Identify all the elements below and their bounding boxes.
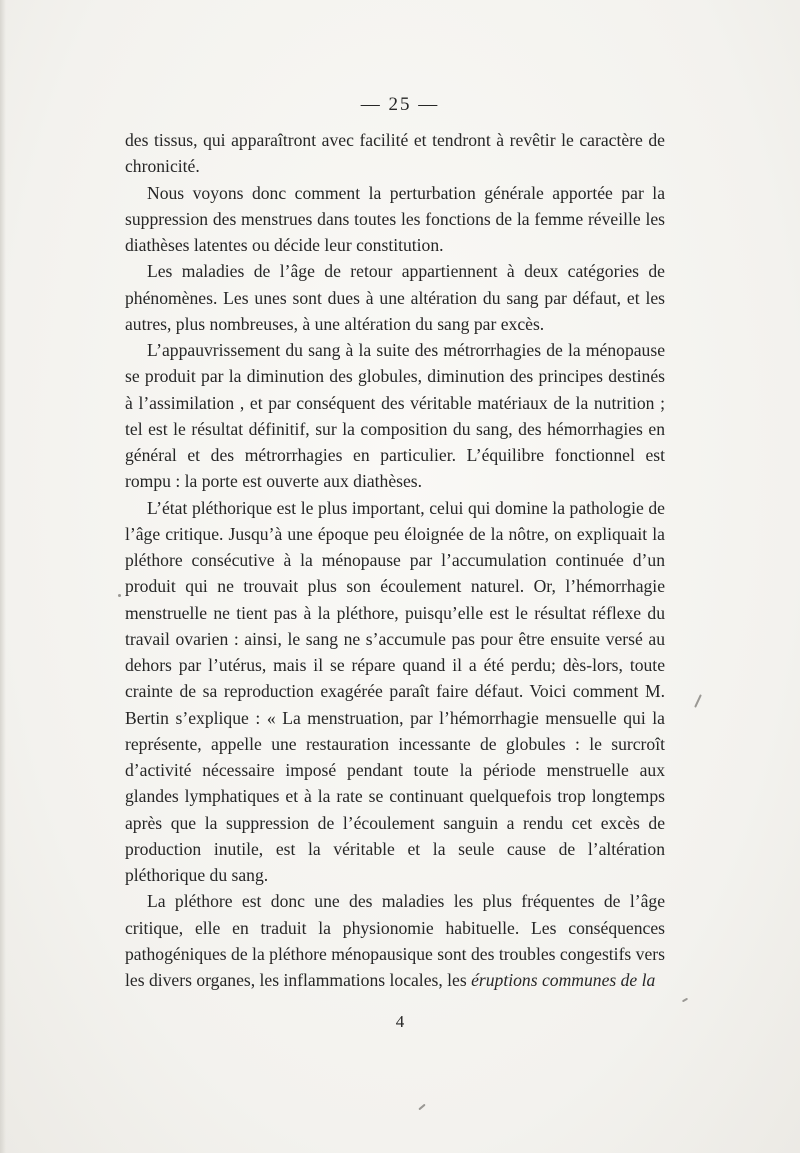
body-text: [125, 127, 665, 993]
signature-mark: 4: [395, 1012, 405, 1031]
paragraph: Les maladies de l’âge de retour appartiennent à deux catégories de phénomènes. Les unes sont dues à une altération du sang par défaut, et les autres, plus nombreuses, à une altération du sang par excès.: [125, 261, 665, 334]
paper-speck: [118, 594, 121, 597]
page-edge-shadow: [0, 0, 6, 1153]
italic-phrase: éruptions communes de la: [471, 970, 656, 990]
paragraph: L’appauvrissement du sang à la suite des métrorrhagies de la ménopause se produit par la diminution des globules, diminution des principes destinés à l’assimilation , et par conséquent des véritable matériaux de la nutrition ; tel est le résultat définitif, sur la composition du sang, des hémorrhagies en général et des métrorrhagies en particulier. L’équilibre fonctionnel est rompu : la porte est ouverte aux diathèses.: [125, 340, 665, 492]
paragraph: des tissus, qui apparaîtront avec facilité et tendront à revêtir le caractère de chronicité.: [125, 130, 665, 177]
paper-speck: [694, 694, 702, 708]
page-number-header: — 25 —: [360, 94, 440, 115]
paragraph: Nous voyons donc comment la perturbation générale apportée par la suppression des menstrues dans toutes les fonctions de la femme réveille les diathèses latentes ou décide leur constitution.: [125, 182, 665, 255]
paragraph-text: La pléthore est donc une des maladies les plus fréquentes de l’âge critique, elle en traduit la physionomie habituelle. Les conséquences pathogéniques de la pléthore ménopausique sont des troubles congestifs vers les divers organes, les inflammations locales, les: [125, 891, 665, 990]
paper-speck: [682, 998, 688, 1003]
paragraph-last: [125, 888, 665, 993]
paper-speck: [418, 1104, 425, 1111]
paragraph: L’état pléthorique est le plus important, celui qui domine la pathologie de l’âge critique. Jusqu’à une époque peu éloignée de la nôtre, on expliquait la pléthore consécutive à la ménopause par l’accumulation continuée d’un produit qui ne trouvait plus son écoulement naturel. Or, l’hémorrhagie menstruelle ne tient pas à la pléthore, puisqu’elle est le résultat réflexe du travail ovarien : ainsi, le sang ne s’accumule pas pour être ensuite versé au dehors par l’utérus, mais il se répare quand il a été perdu; dès-lors, toute crainte de sa reproduction exagérée paraît faire défaut. Voici comment M. Bertin s’explique : « La menstruation, par l’hémorrhagie mensuelle qui la représente, appelle une restauration incessante de globules : le surcroît d’activité nécessaire imposé pendant toute la période menstruelle aux glandes lymphatiques et à la rate se continuant quelquefois trop longtemps après que la suppression de l’écoulement sanguin a rendu cet excès de production inutile, est la véritable et la seule cause de l’altération pléthorique du sang.: [125, 497, 665, 885]
